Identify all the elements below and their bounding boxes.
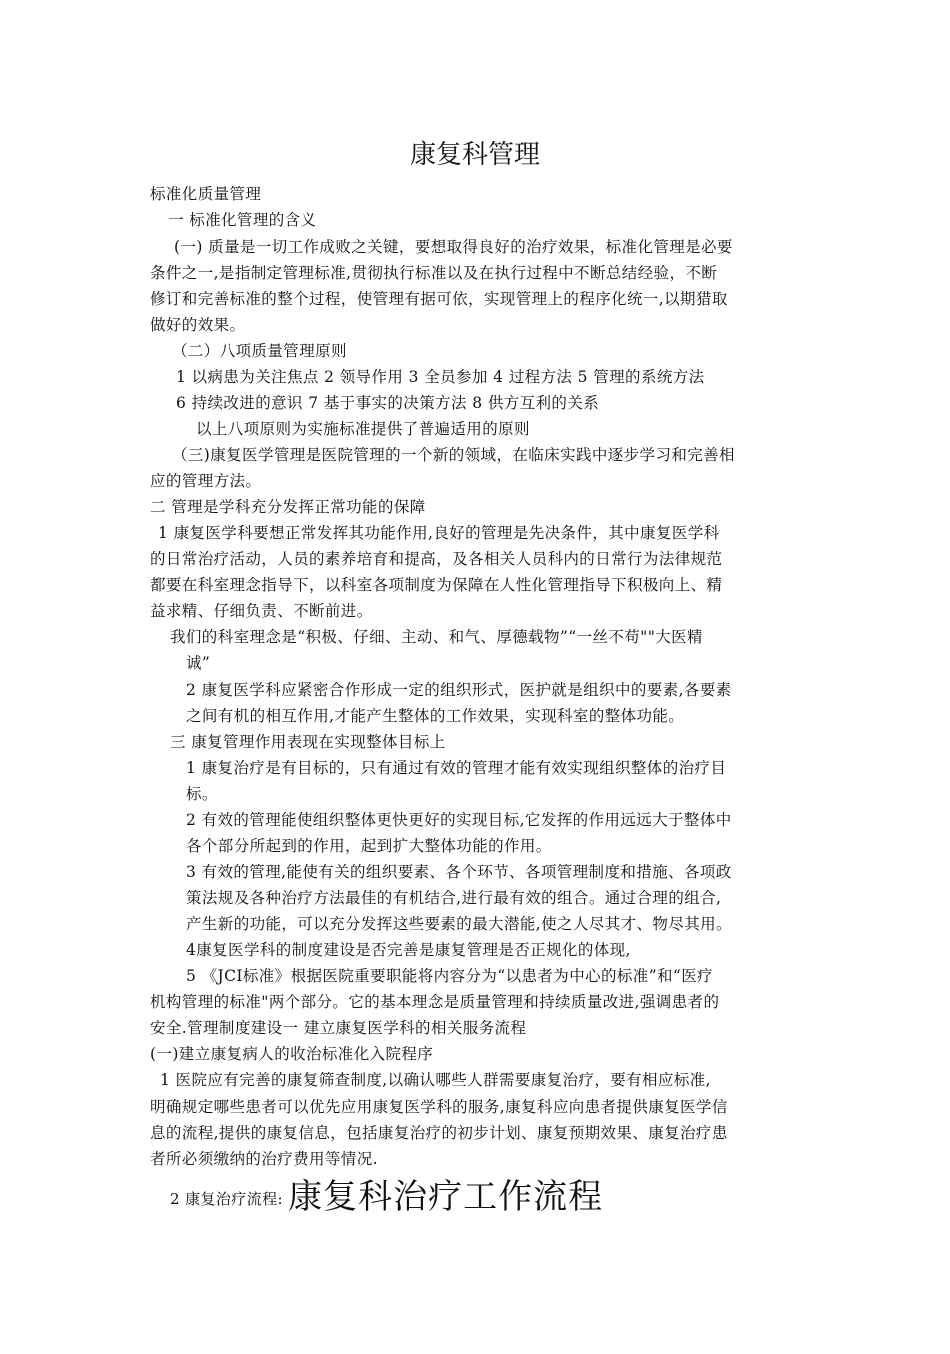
paragraph-line: 条件之一,是指制定管理标准,贯彻执行标准以及在执行过程中不断总结经验，不断: [150, 264, 718, 282]
paragraph-line: 3 有效的管理,能使有关的组织要素、各个环节、各项管理制度和措施、各项政: [186, 863, 732, 881]
paragraph-line: 做好的效果。: [150, 316, 246, 334]
paragraph-line: 2 康复医学科应紧密合作形成一定的组织形式，医护就是组织中的要素,各要素: [186, 681, 732, 699]
paragraph-line: 4康复医学科的制度建设是否完善是康复管理是否正规化的体现,: [186, 941, 631, 959]
list-line: 6 持续改进的意识 7 基于事实的决策方法 8 供方互利的关系: [176, 394, 600, 412]
paragraph-line: 1 康复治疗是有目标的，只有通过有效的管理才能有效实现组织整体的治疗目: [186, 759, 727, 777]
subsection-heading: (一)建立康复病人的收治标准化入院程序: [150, 1045, 434, 1063]
paragraph-line: 都要在科室理念指导下，以科室各项制度为保障在人性化管理指导下积极向上、精: [150, 576, 723, 594]
section-heading: 二 管理是学科充分发挥正常功能的保障: [150, 498, 426, 516]
list-line: 1 以病患为关注焦点 2 领导作用 3 全员参加 4 过程方法 5 管理的系统方法: [176, 368, 705, 386]
paragraph-line: 标。: [186, 785, 218, 803]
paragraph-line: 1 康复医学科要想正常发挥其功能作用,良好的管理是先决条件，其中康复医学科: [158, 524, 720, 542]
page-title: 康复科管理: [409, 140, 540, 170]
paragraph-line: (一) 质量是一切工作成败之关键，要想取得良好的治疗效果，标准化管理是必要: [174, 238, 733, 256]
section-heading: 三 康复管理作用表现在实现整体目标上: [170, 733, 446, 751]
paragraph-line: 机构管理的标准"两个部分。它的基本理念是质量管理和持续质量改进,强调患者的: [150, 993, 720, 1011]
paragraph-line: 应的管理方法。: [150, 472, 262, 490]
flow-line: [170, 1177, 604, 1217]
section-heading: 标准化质量管理: [150, 185, 262, 203]
paragraph-line: 1 医院应有完善的康复筛查制度,以确认哪些人群需要康复治疗，要有相应标准,: [160, 1071, 711, 1089]
paragraph-line: 诚”: [186, 654, 211, 672]
paragraph-line: 之间有机的相互作用,才能产生整体的工作效果，实现科室的整体功能。: [186, 707, 685, 725]
paragraph-line: 我们的科室理念是“积极、仔细、主动、和气、厚德载物”“一丝不苟""大医精: [170, 628, 703, 646]
paragraph-line: 5 《JCI标准》根据医院重要职能将内容分为“以患者为中心的标准”和“医疗: [186, 967, 714, 985]
paragraph-line: 明确规定哪些患者可以优先应用康复医学科的服务,康复科应向患者提供康复医学信: [150, 1098, 728, 1116]
paragraph-line: 以上八项原则为实施标准提供了普遍适用的原则: [196, 420, 530, 438]
flow-prefix: 2 康复治疗流程:: [170, 1190, 283, 1208]
paragraph-line: 2 有效的管理能使组织整体更快更好的实现目标,它发挥的作用远远大于整体中: [186, 811, 732, 829]
paragraph-line: 修订和完善标准的整个过程，使管理有据可依，实现管理上的程序化统一,以期猎取: [150, 290, 728, 308]
subsection-heading: （二）八项质量管理原则: [172, 342, 347, 360]
paragraph-line: 益求精、仔细负责、不断前进。: [150, 602, 373, 620]
paragraph-line: 者所必须缴纳的治疗费用等情况.: [150, 1150, 378, 1168]
paragraph-line: 策法规及各种治疗方法最佳的有机结合,进行最有效的组合。通过合理的组合,: [186, 889, 722, 907]
subsection-heading: 一 标准化管理的含义: [168, 211, 317, 229]
flow-heading: 康复科治疗工作流程: [288, 1177, 604, 1217]
paragraph-line: （三)康复医学管理是医院管理的一个新的领域，在临床实践中逐步学习和完善相: [172, 446, 735, 464]
paragraph-line: 息的流程,提供的康复信息，包括康复治疗的初步计划、康复预期效果、康复治疗患: [150, 1124, 728, 1142]
paragraph-line: 的日常治疗活动，人员的素养培育和提高，及各相关人员科内的日常行为法律规范: [150, 550, 723, 568]
paragraph-line: 安全.管理制度建设一 建立康复医学科的相关服务流程: [150, 1019, 527, 1037]
paragraph-line: 产生新的功能，可以充分发挥这些要素的最大潜能,使之人尽其才、物尽其用。: [186, 915, 732, 933]
paragraph-line: 各个部分所起到的作用，起到扩大整体功能的作用。: [186, 837, 552, 855]
